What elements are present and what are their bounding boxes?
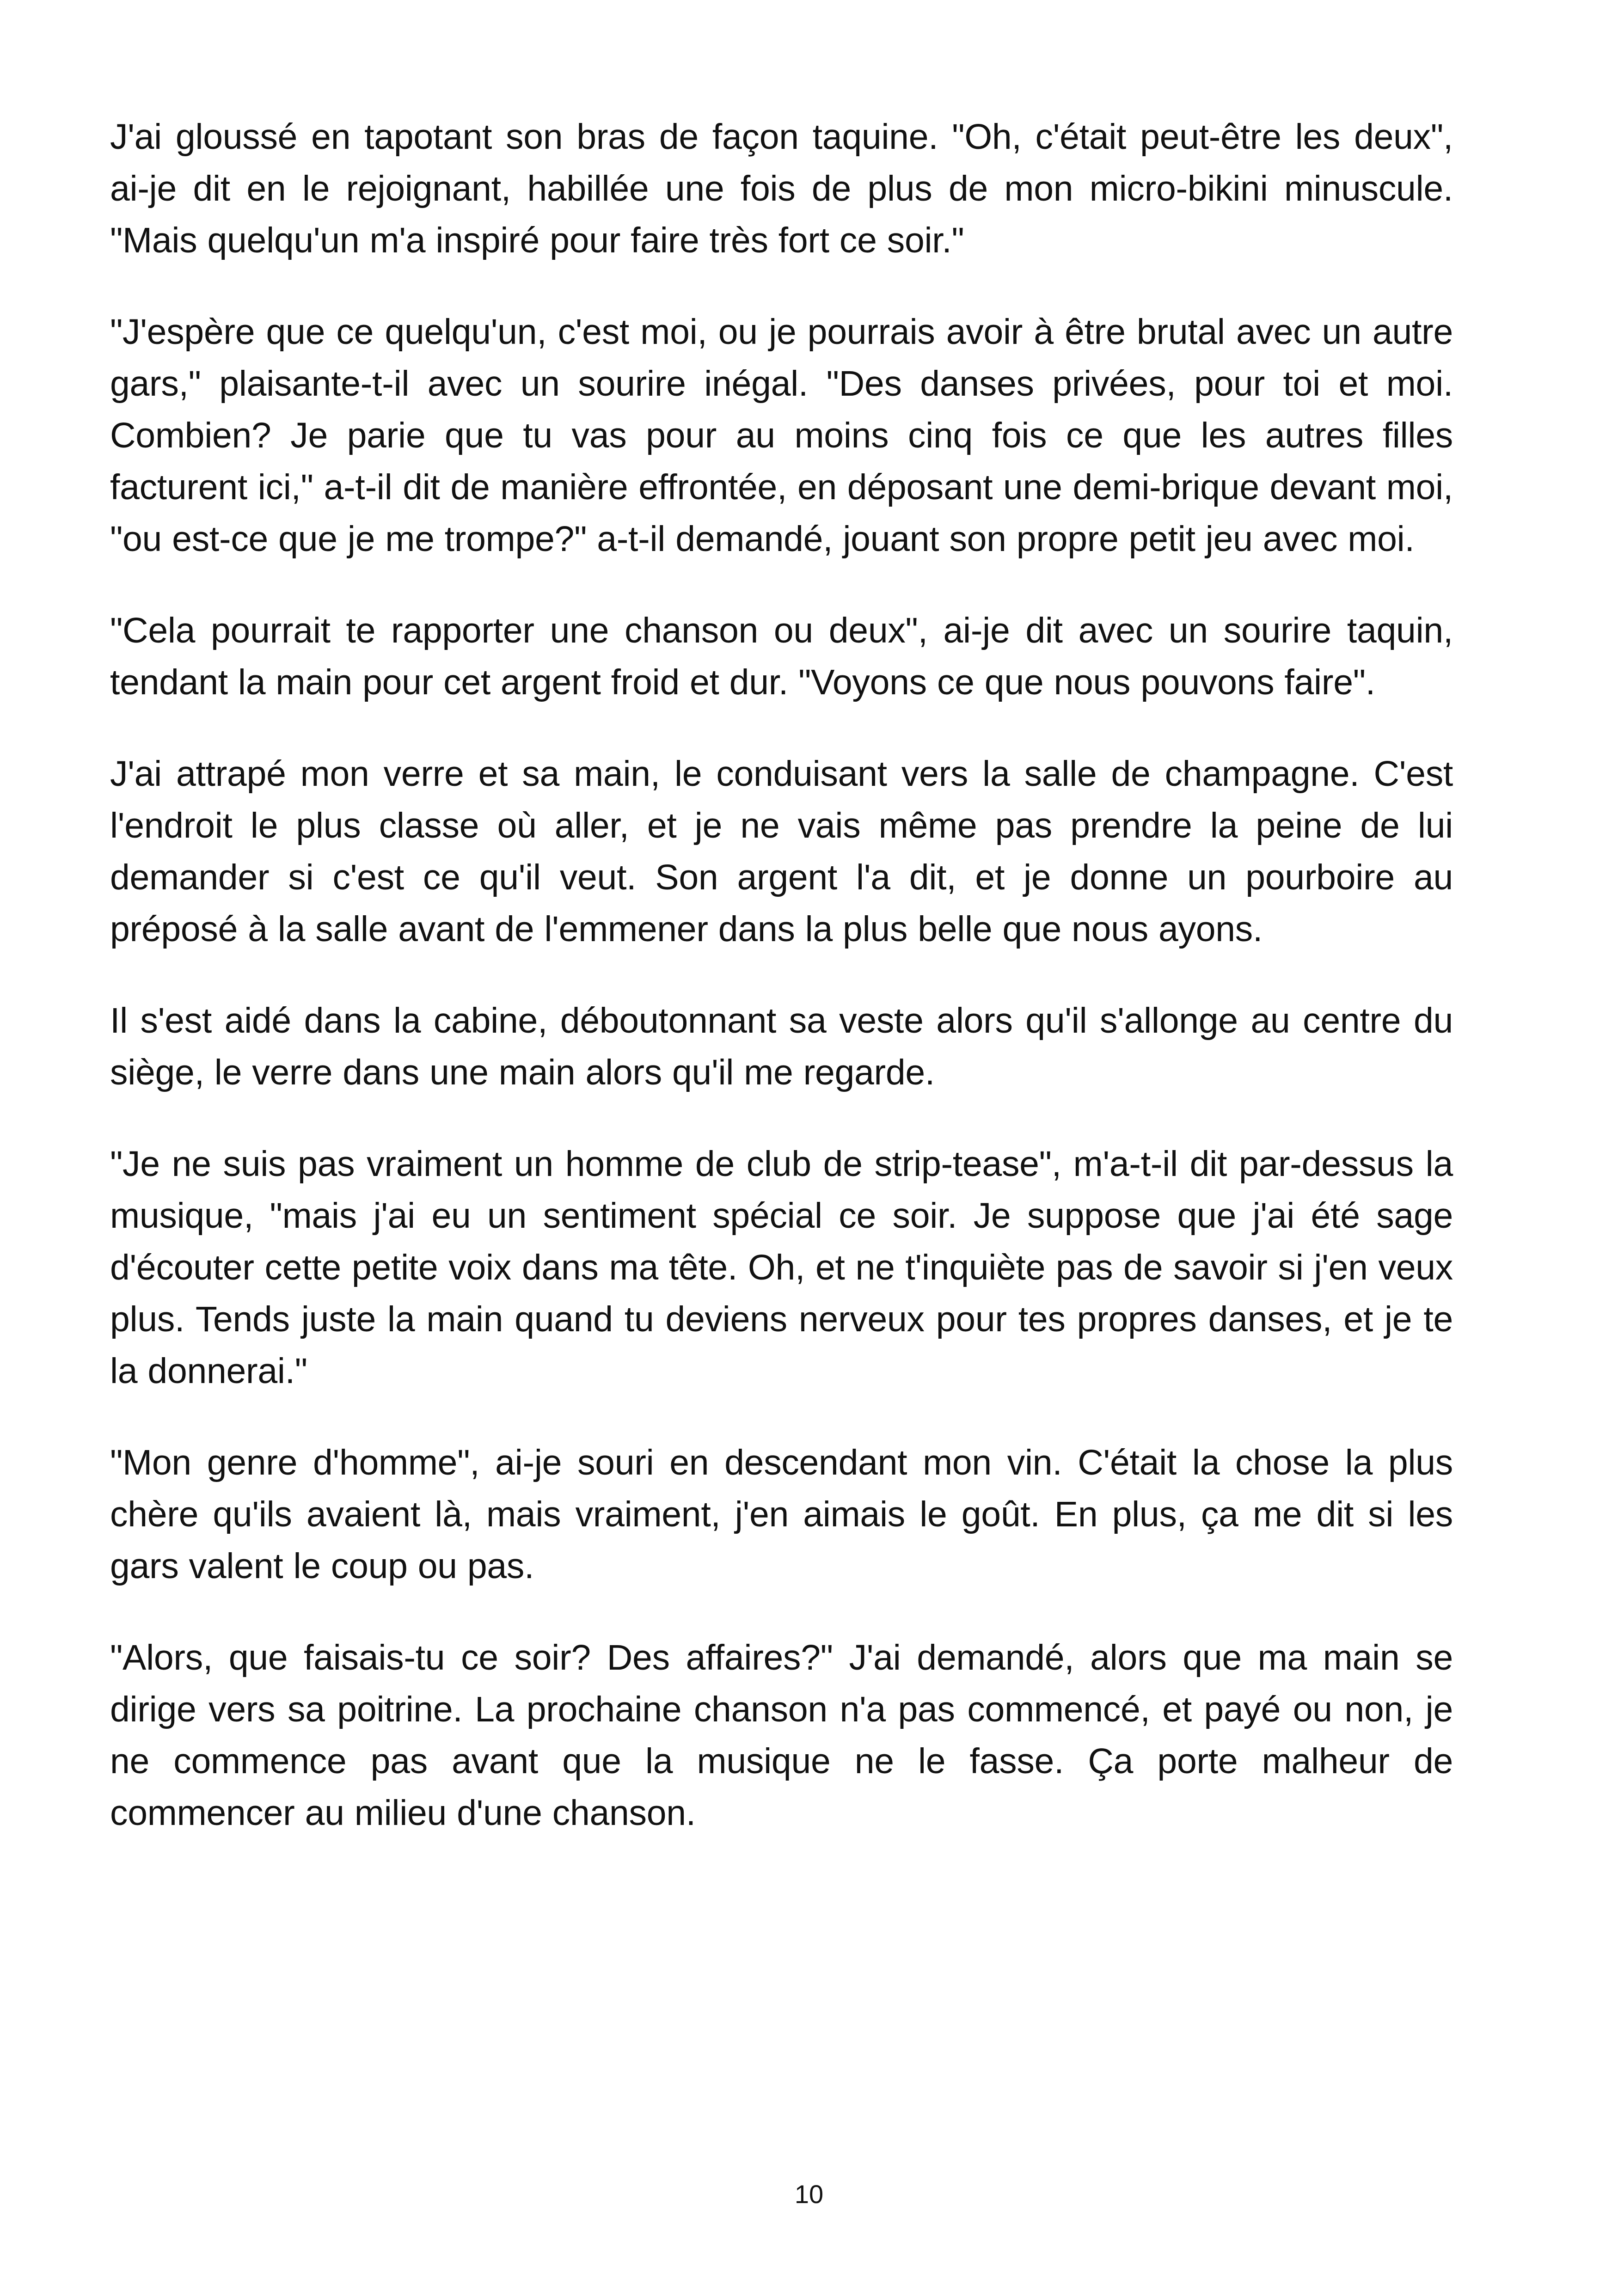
paragraph-6: "Je ne suis pas vraiment un homme de club de strip-tease", m'a-t-il dit par-dessus la musique, "mais j'ai eu un sentiment spécial ce soir. Je suppose que j'ai été sage d'écouter cette petite voix dans ma tête. Oh, et ne t'inquiète pas de savoir si j'en veux plus. Tends juste la main quand tu deviens nerveux pour tes propres danses, et je te la donnerai." [110, 1144, 1453, 1391]
body-text [110, 111, 1453, 1879]
paragraph-7: "Mon genre d'homme", ai-je souri en descendant mon vin. C'était la chose la plus chère qu'ils avaient là, mais vraiment, j'en aimais le goût. En plus, ça me dit si les gars valent le coup ou pas. [110, 1443, 1453, 1586]
paragraph-4: J'ai attrapé mon verre et sa main, le conduisant vers la salle de champagne. C'est l'endroit le plus classe où aller, et je ne vais même pas prendre la peine de lui demander si c'est ce qu'il veut. Son argent l'a dit, et je donne un pourboire au préposé à la salle avant de l'emmener dans la plus belle que nous ayons. [110, 754, 1453, 949]
page-number: 10 [794, 2180, 824, 2209]
paragraph-1: J'ai gloussé en tapotant son bras de façon taquine. "Oh, c'était peut-être les deux", ai-je dit en le rejoignant, habillée une fois de plus de mon micro-bikini minuscule. "Mais quelqu'un m'a inspiré pour faire très fort ce soir." [110, 117, 1453, 260]
paragraph-2: "J'espère que ce quelqu'un, c'est moi, ou je pourrais avoir à être brutal avec un autre gars," plaisante-t-il avec un sourire inégal. "Des danses privées, pour toi et moi. Combien? Je parie que tu vas pour au moins cinq fois ce que les autres filles facturent ici," a-t-il dit de manière effrontée, en déposant une demi-brique devant moi, "ou est-ce que je me trompe?" a-t-il demandé, jouant son propre petit jeu avec moi. [110, 312, 1453, 559]
paragraph-5: Il s'est aidé dans la cabine, déboutonnant sa veste alors qu'il s'allonge au centre du siège, le verre dans une main alors qu'il me regarde. [110, 1001, 1453, 1092]
paragraph-8: "Alors, que faisais-tu ce soir? Des affaires?" J'ai demandé, alors que ma main se dirige vers sa poitrine. La prochaine chanson n'a pas commencé, et payé ou non, je ne commence pas avant que la musique ne le fasse. Ça porte malheur de commencer au milieu d'une chanson. [110, 1638, 1453, 1833]
paragraph-3: "Cela pourrait te rapporter une chanson ou deux", ai-je dit avec un sourire taquin, tendant la main pour cet argent froid et dur. "Voyons ce que nous pouvons faire". [110, 611, 1453, 702]
